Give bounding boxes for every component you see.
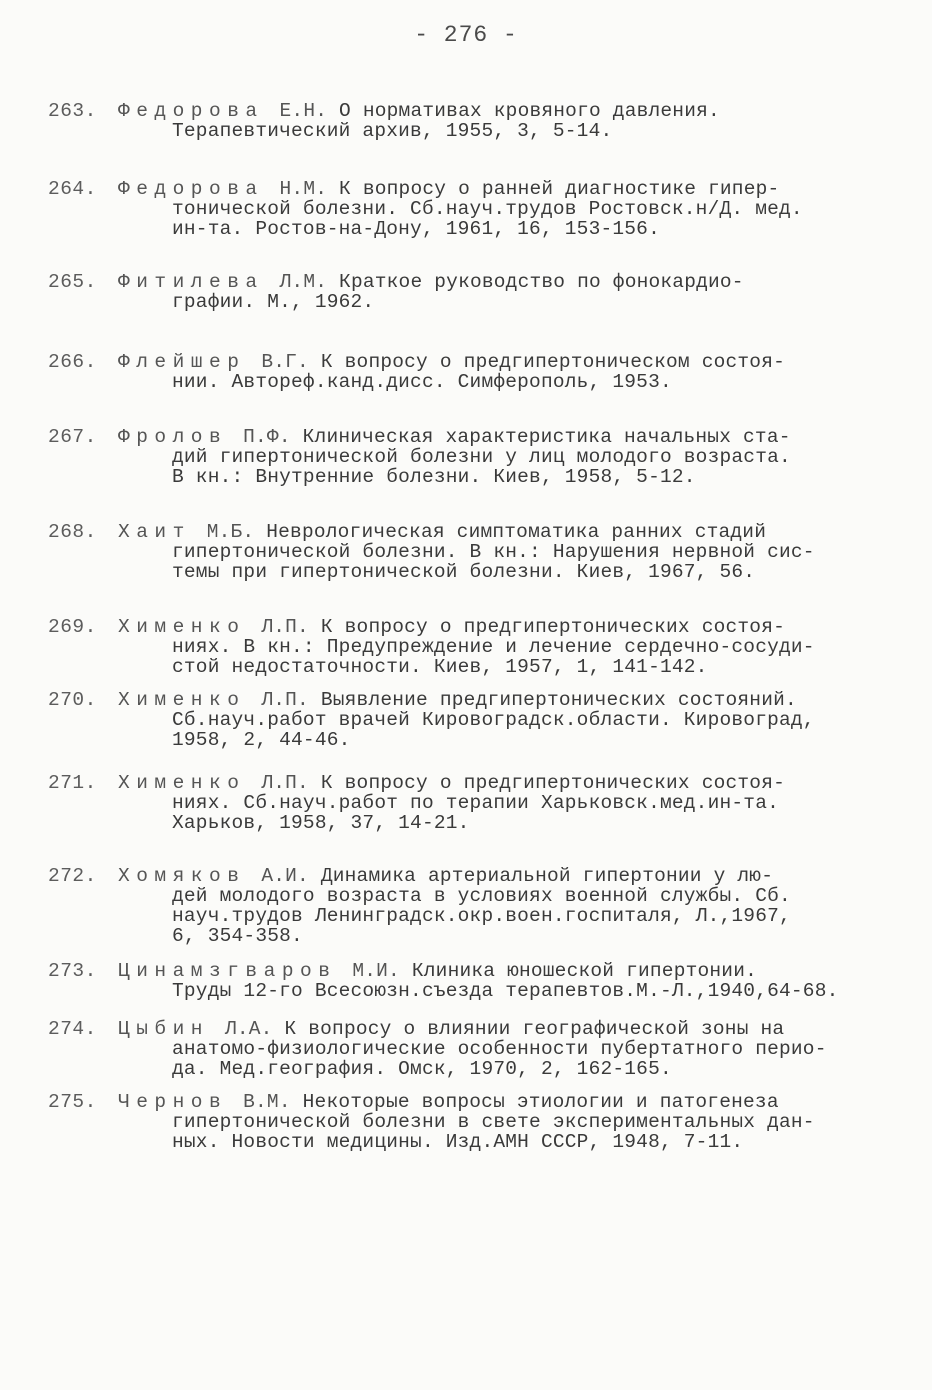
bibliography-entry (48, 1018, 908, 1081)
bibliography-entry (48, 865, 908, 948)
entry-number: 264. (48, 178, 97, 200)
entry-line: стой недостаточности. Киев, 1957, 1, 141-142. (172, 656, 708, 678)
entry-author: Цинамзгваров (118, 960, 337, 982)
entry-line: графии. М., 1962. (172, 291, 375, 313)
entry-initials: Л.М. (279, 271, 328, 293)
entry-line: анатомо-физиологические особенности пубертатного перио- (172, 1038, 827, 1060)
bibliography-entry (48, 772, 908, 835)
entry-initials: П.Ф. (243, 426, 291, 448)
entry-title-line: К вопросу о предгипертонических состоя- (320, 616, 786, 638)
bibliography-entry (48, 689, 908, 752)
entry-initials: М.И. (352, 960, 400, 982)
entry-initials: Л.П. (261, 616, 309, 638)
entry-author: Федорова (118, 100, 264, 122)
entry-title-line: Некоторые вопросы этиологии и патогенеза (302, 1091, 779, 1113)
entry-initials: Л.А. (224, 1018, 273, 1040)
bibliography-entry (48, 178, 908, 241)
entry-author: Чернов (118, 1091, 228, 1113)
entry-line: Терапевтический архив, 1955, 3, 5-14. (172, 120, 613, 142)
bibliography-entry (48, 351, 908, 394)
entry-author: Фитилева (118, 271, 264, 293)
entry-line: ниях. В кн.: Предупреждение и лечение сердечно-сосуди- (172, 636, 815, 658)
entry-number: 266. (48, 351, 97, 373)
entry-initials: Л.П. (261, 689, 309, 711)
entry-line: ных. Новости медицины. Изд.АМН СССР, 1948, 7-11. (172, 1131, 744, 1153)
bibliography-list (48, 100, 908, 1154)
entry-title-line: Клиника юношеской гипертонии. (411, 960, 758, 982)
entry-line: гипертонической болезни. В кн.: Нарушения нервной сис- (172, 541, 815, 563)
entry-title-line: К вопросу о предгипертоническом состоя- (320, 351, 786, 373)
entry-number: 270. (48, 689, 97, 711)
entry-author: Флейшер (118, 351, 246, 373)
entry-author: Фролов (118, 426, 228, 448)
entry-line: дий гипертонической болезни у лиц молодого возраста. (172, 446, 791, 468)
entry-line: 6, 354-358. (172, 925, 303, 947)
bibliography-entry (48, 271, 908, 314)
entry-number: 269. (48, 616, 97, 638)
entry-line: Сб.науч.работ врачей Кировоградск.области. Кировоград, (172, 709, 815, 731)
entry-author: Хомяков (118, 865, 246, 887)
entry-line: Харьков, 1958, 37, 14-21. (172, 812, 470, 834)
entry-author: Цыбин (118, 1018, 210, 1040)
entry-title-line: Краткое руководство по фонокардио- (339, 271, 744, 293)
page-number: - 276 - (414, 22, 518, 48)
entry-number: 275. (48, 1091, 97, 1113)
bibliography-entry (48, 100, 908, 143)
entry-title-line: О нормативах кровяного давления. (339, 100, 720, 122)
entry-line: 1958, 2, 44-46. (172, 729, 351, 751)
entry-number: 271. (48, 772, 97, 794)
entry-number: 274. (48, 1018, 97, 1040)
bibliography-entry (48, 1091, 908, 1154)
entry-line: нии. Автореф.канд.дисс. Симферополь, 1953. (172, 371, 672, 393)
entry-title-line: Динамика артериальной гипертонии у лю- (320, 865, 774, 887)
entry-author: Хименко (118, 689, 246, 711)
entry-initials: В.Г. (261, 351, 309, 373)
entry-number: 273. (48, 960, 97, 982)
entry-line: гипертонической болезни в свете экспериментальных дан- (172, 1111, 815, 1133)
entry-number: 267. (48, 426, 97, 448)
entry-author: Хаит (118, 521, 191, 543)
entry-number: 272. (48, 865, 97, 887)
entry-initials: Л.П. (261, 772, 309, 794)
entry-line: науч.трудов Ленинградск.окр.воен.госпиталя, Л.,1967, (172, 905, 791, 927)
entry-title-line: Клиническая характеристика начальных ста- (302, 426, 791, 448)
entry-line: темы при гипертонической болезни. Киев, 1967, 56. (172, 561, 756, 583)
entry-line: дей молодого возраста в условиях военной службы. Сб. (172, 885, 791, 907)
entry-initials: М.Б. (206, 521, 255, 543)
entry-author: Федорова (118, 178, 264, 200)
entry-initials: Н.М. (279, 178, 328, 200)
entry-line: да. Мед.география. Омск, 1970, 2, 162-165. (172, 1058, 672, 1080)
bibliography-entry (48, 521, 908, 584)
entry-line: ин-та. Ростов-на-Дону, 1961, 16, 153-156. (172, 218, 660, 240)
entry-title-line: К вопросу о предгипертонических состоя- (320, 772, 786, 794)
entry-line: ниях. Сб.науч.работ по терапии Харьковск.мед.ин-та. (172, 792, 779, 814)
entry-initials: В.М. (243, 1091, 291, 1113)
entry-title-line: Неврологическая симптоматика ранних стадий (266, 521, 767, 543)
entry-number: 268. (48, 521, 97, 543)
entry-author: Хименко (118, 616, 246, 638)
entry-line: В кн.: Внутренние болезни. Киев, 1958, 5-12. (172, 466, 696, 488)
entry-line: Труды 12-го Всесоюзн.съезда терапевтов.М.-Л.,1940,64-68. (172, 980, 839, 1002)
entry-title-line: К вопросу о ранней диагностике гипер- (339, 178, 780, 200)
entry-initials: Е.Н. (279, 100, 328, 122)
bibliography-entry (48, 616, 908, 679)
entry-initials: А.И. (261, 865, 309, 887)
entry-author: Хименко (118, 772, 246, 794)
bibliography-entry (48, 960, 908, 1003)
entry-number: 263. (48, 100, 97, 122)
entry-number: 265. (48, 271, 97, 293)
entry-title-line: К вопросу о влиянии географической зоны на (284, 1018, 785, 1040)
entry-line: тонической болезни. Сб.науч.трудов Ростовск.н/Д. мед. (172, 198, 803, 220)
entry-title-line: Выявление предгипертонических состояний. (320, 689, 797, 711)
bibliography-entry (48, 426, 908, 489)
